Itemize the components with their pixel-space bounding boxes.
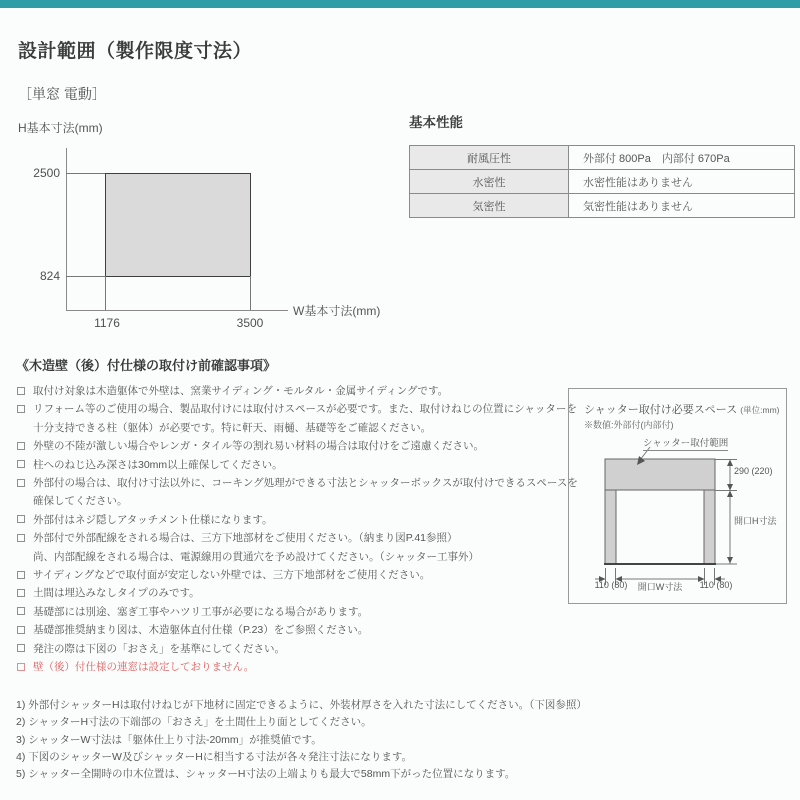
checkbox-icon [17,644,25,652]
checkbox-icon [17,607,25,615]
dropline-1176 [105,276,106,310]
table-row [410,170,795,194]
mounting-space-diagram [568,388,787,604]
list-item: サイディングなどで取付面が安定しない外壁では、三方下地部材をご使用ください。 [16,566,568,584]
dimension-side-right: 110 (80) [699,580,733,590]
performance-table [409,145,795,218]
table-row [410,146,795,170]
mounting-range-label: シャッター取付範囲 [643,435,728,451]
performance-heading: 基本性能 [409,115,463,130]
perf-label: 水密性 [410,170,569,194]
y-axis-label: H基本寸法(mm) [18,121,103,135]
checkbox-icon [17,515,25,523]
note-line: 5) シャッター全開時の巾木位置は、シャッターH寸法の上端よりも最大で58mm下がった位置になります。 [16,768,516,781]
checklist-heading: 《木造壁（後）付仕様の取付け前確認事項》 [16,358,277,373]
list-item: 外部付はネジ隠しアタッチメント仕様になります。 [16,511,568,529]
x-axis-line [66,310,288,311]
y-tick-824: 824 [39,269,60,283]
checkbox-icon [17,589,25,597]
list-item: 土間は埋込みなしタイプのみです。 [16,584,568,602]
note-line: 3) シャッターW寸法は「躯体仕上り寸法-20mm」が推奨値です。 [16,733,322,746]
list-item: 柱へのねじ込み深さは30mm以上確保してください。 [16,456,568,474]
dimension-side-left: 110 (80) [594,580,628,590]
dimension-opening-width: 開口W寸法 [637,582,683,592]
checkbox-icon [17,405,25,413]
checkbox-icon [17,442,25,450]
perf-label: 耐風圧性 [410,146,569,170]
dimension-top: 290 (220) [734,466,773,476]
page-title: 設計範囲（製作限度寸法） [18,41,253,62]
dimension-opening-height: 開口H寸法 [734,516,777,526]
checkbox-icon [17,460,25,468]
list-item: 基礎部には別途、塞ぎ工事やハツリ工事が必要になる場合があります。 [16,603,568,621]
diagram-value-note: ※数値:外部付(内部付) [584,420,674,430]
page-subtitle: ［単窓 電動］ [18,86,106,102]
diagram-title: シャッター取付け必要スペース (単位:mm) [584,404,780,416]
perf-value: 気密性能はありません [569,194,795,218]
note-line: 2) シャッターH寸法の下端部の「おさえ」を土間仕上り面としてください。 [16,716,372,729]
manufacture-range-area [105,173,251,277]
list-item: 外壁の不陸が激しい場合やレンガ・タイル等の割れ易い材料の場合は取付けをご遠慮ください。 [16,437,568,455]
checkbox-icon [17,387,25,395]
checkbox-icon [17,534,25,542]
perf-value: 水密性能はありません [569,170,795,194]
list-item: リフォーム等のご使用の場合、製品取付けには取付けスペースが必要です。また、取付けねじの位置にシャッターを 十分支持できる柱（躯体）が必要です。特に軒天、雨樋、基礎等をご確認ください。 [16,400,568,437]
x-tick-3500: 3500 [236,316,264,330]
list-item: 外部付の場合は、取付け寸法以外に、コーキング処理ができる寸法とシャッターボックスが取付けできるスペースを 確保してください。 [16,474,568,511]
gridline-2500 [66,173,106,174]
dropline-3500 [250,276,251,310]
top-accent-bar [0,0,800,8]
list-item: 基礎部推奨納まり図は、木造躯体直付仕様（P.23）をご参照ください。 [16,621,568,639]
checkbox-icon [17,626,25,634]
checkbox-icon [17,479,25,487]
diagram-unit-note: (単位:mm) [740,405,780,415]
note-line: 1) 外部付シャッターHは取付けねじが下地材に固定できるように、外装材厚さを入れた寸法にしてください。（下図参照） [16,699,587,711]
perf-value: 外部付 800Pa 内部付 670Pa [569,146,795,170]
perf-label: 気密性 [410,194,569,218]
list-item: 取付け対象は木造躯体で外壁は、窯業サイディング・モルタル・金属サイディングです。 [16,382,568,400]
x-tick-1176: 1176 [94,316,120,330]
footnotes [16,697,587,783]
y-tick-2500: 2500 [33,166,60,180]
table-row [410,194,795,218]
checklist [16,382,578,677]
list-item-warning: 壁（後）付仕様の連窓は設定しておりません。 [16,658,568,676]
x-axis-label: W基本寸法(mm) [293,304,381,318]
list-item: 外部付で外部配線をされる場合は、三方下地部材をご使用ください。（納まり図P.41参照） 尚、内部配線をされる場合は、電源線用の貫通穴を予め設けてください。（シャッター工事外） [16,529,568,566]
list-item: 発注の際は下図の「おさえ」を基準にしてください。 [16,640,568,658]
checkbox-icon [17,571,25,579]
gridline-824 [66,276,106,277]
checkbox-icon [17,663,25,671]
note-line: 4) 下図のシャッターW及びシャッターHに相当する寸法が各々発注寸法になります。 [16,750,412,763]
